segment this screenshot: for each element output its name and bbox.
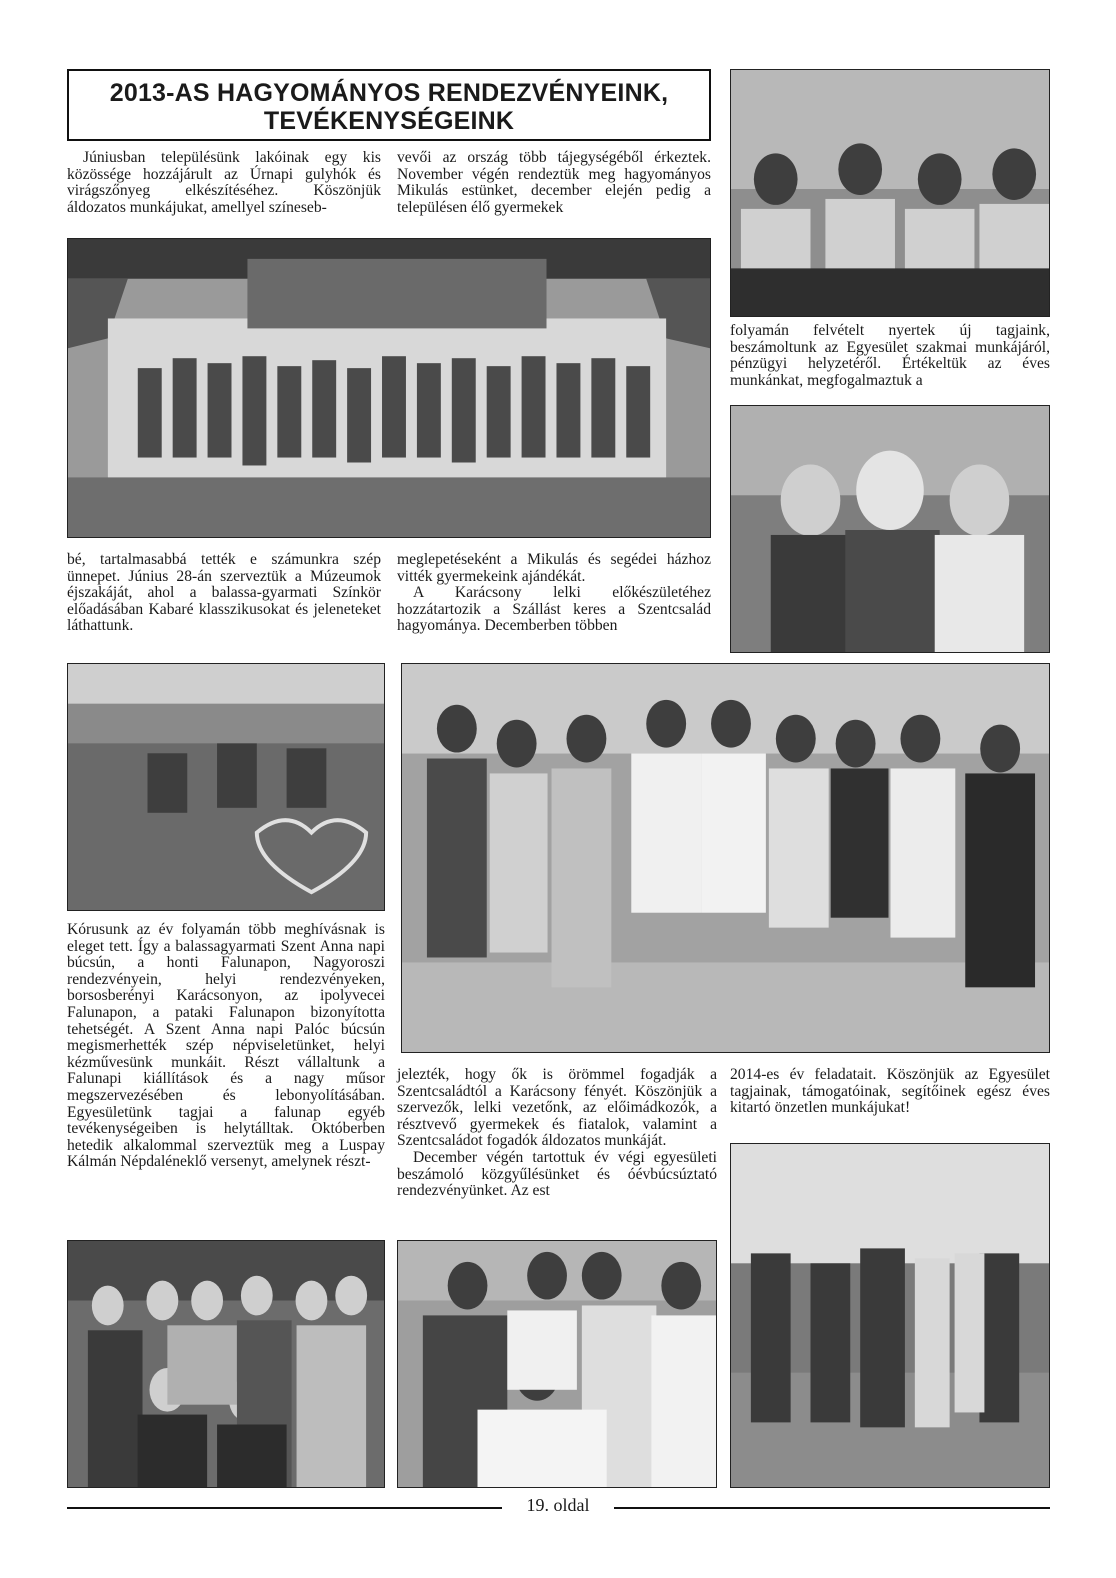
photo-chalk-drawing — [67, 663, 385, 911]
text-col1-top — [67, 150, 381, 216]
article-title — [67, 69, 711, 141]
photo-choir-group — [67, 1240, 385, 1488]
text-col3-bottom — [730, 1067, 1050, 1117]
text-col1-mid — [67, 552, 381, 635]
paragraph: bé, tartalmasabbá tették e számunkra szép ünnepet. Június 28-án szerveztük a Múzeumok éjszakáját, ahol a balassa-gyarmati Színkör előadásában Kabaré klasszikusokat és jeleneteket láthattunk. — [67, 551, 381, 635]
photo-four-women — [730, 69, 1050, 317]
paragraph: A Karácsony lelki előkészületéhez hozzátartozik a Szállást keres a Szentcsalád hagyománya. Decemberben többen — [397, 584, 711, 635]
photo-women-folk-costumes — [401, 663, 1050, 1053]
paragraph: Júniusban településünk lakóinak egy kis közössége hozzájárult az Úrnapi gulyhók és virágszőnyeg elkészítéséhez. Köszönjük áldozatos munkájukat, amellyel színeseb- — [67, 149, 381, 216]
text-col2-bottom — [397, 1067, 717, 1200]
photo-procession — [730, 1143, 1050, 1488]
paragraph: 2014-es év feladatait. Köszönjük az Egyesület tagjainak, támogatóinak, segítőinek egész éves kitartó önzetlen munkájukat! — [730, 1066, 1050, 1117]
text-col1-bottom — [67, 922, 385, 1171]
photo-stage-performance — [67, 238, 711, 538]
text-col2-top — [397, 150, 711, 216]
text-col2-mid — [397, 552, 711, 635]
footer-rule-left — [67, 1507, 502, 1509]
paragraph: folyamán felvételt nyertek új tagjaink, beszámoltunk az Egyesület szakmai munkájáról, pénzügyi helyzetéről. Értékeltük az éves munkánkat, megfogalmaztuk a — [730, 322, 1050, 389]
paragraph: vevői az ország több tájegységéből érkeztek. November végén rendeztük meg hagyományos Mikulás estünket, december elején pedig a településen élő gyermekek — [397, 149, 711, 216]
title-line-2: TEVÉKENYSÉGEINK — [263, 107, 515, 135]
paragraph: December végén tartottuk év végi egyesületi beszámoló közgyűlésünket és óévbúcsúztató rendezvényünket. Az est — [397, 1148, 717, 1200]
photo-youth-group — [397, 1240, 717, 1488]
footer-rule-right — [614, 1507, 1050, 1509]
title-line-1: 2013-AS HAGYOMÁNYOS RENDEZVÉNYEINK, — [109, 79, 669, 107]
paragraph: jelezték, hogy ők is örömmel fogadják a Szentcsaládtól a Karácsony fényét. Köszönjük a szervezők, lelki vezetőnk, az előimádkozók, a résztvevő gyermekek és fiatalok, valamint a Szentcsaládot fogadók áldozatos munkáját. — [397, 1066, 717, 1150]
text-col3-mid — [730, 323, 1050, 389]
paragraph: meglepetéseként a Mikulás és segédei házhoz vitték gyermekeink ajándékát. — [397, 551, 711, 585]
photo-santa-claus — [730, 405, 1050, 653]
page-number: 19. oldal — [502, 1494, 614, 1516]
paragraph: Kórusunk az év folyamán több meghívásnak is eleget tett. Így a balassagyarmati Szent Anna napi búcsún, a honti Falunapon, Nagyoroszi rendezvényein, helyi rendezvényeken, borsosberényi Karácsonyon, az ipolyvecei Falunapon, a pataki Falunapon bizonyította tehetségét. A Szent Anna napi Palóc búcsún megismerhették szép népviseletünket, helyi kézművesünk munkáit. Részt vállaltunk a Falunapi kiállítások és a nagy műsor megszervezésében és lebonyolításában. Egyesületünk tagjai a falunap egyéb tevékenységeiben is helytálltak. Októberben hetedik alkalommal szerveztük meg a Luspay Kálmán Népdaléneklő versenyt, amelynek részt- — [67, 921, 385, 1171]
